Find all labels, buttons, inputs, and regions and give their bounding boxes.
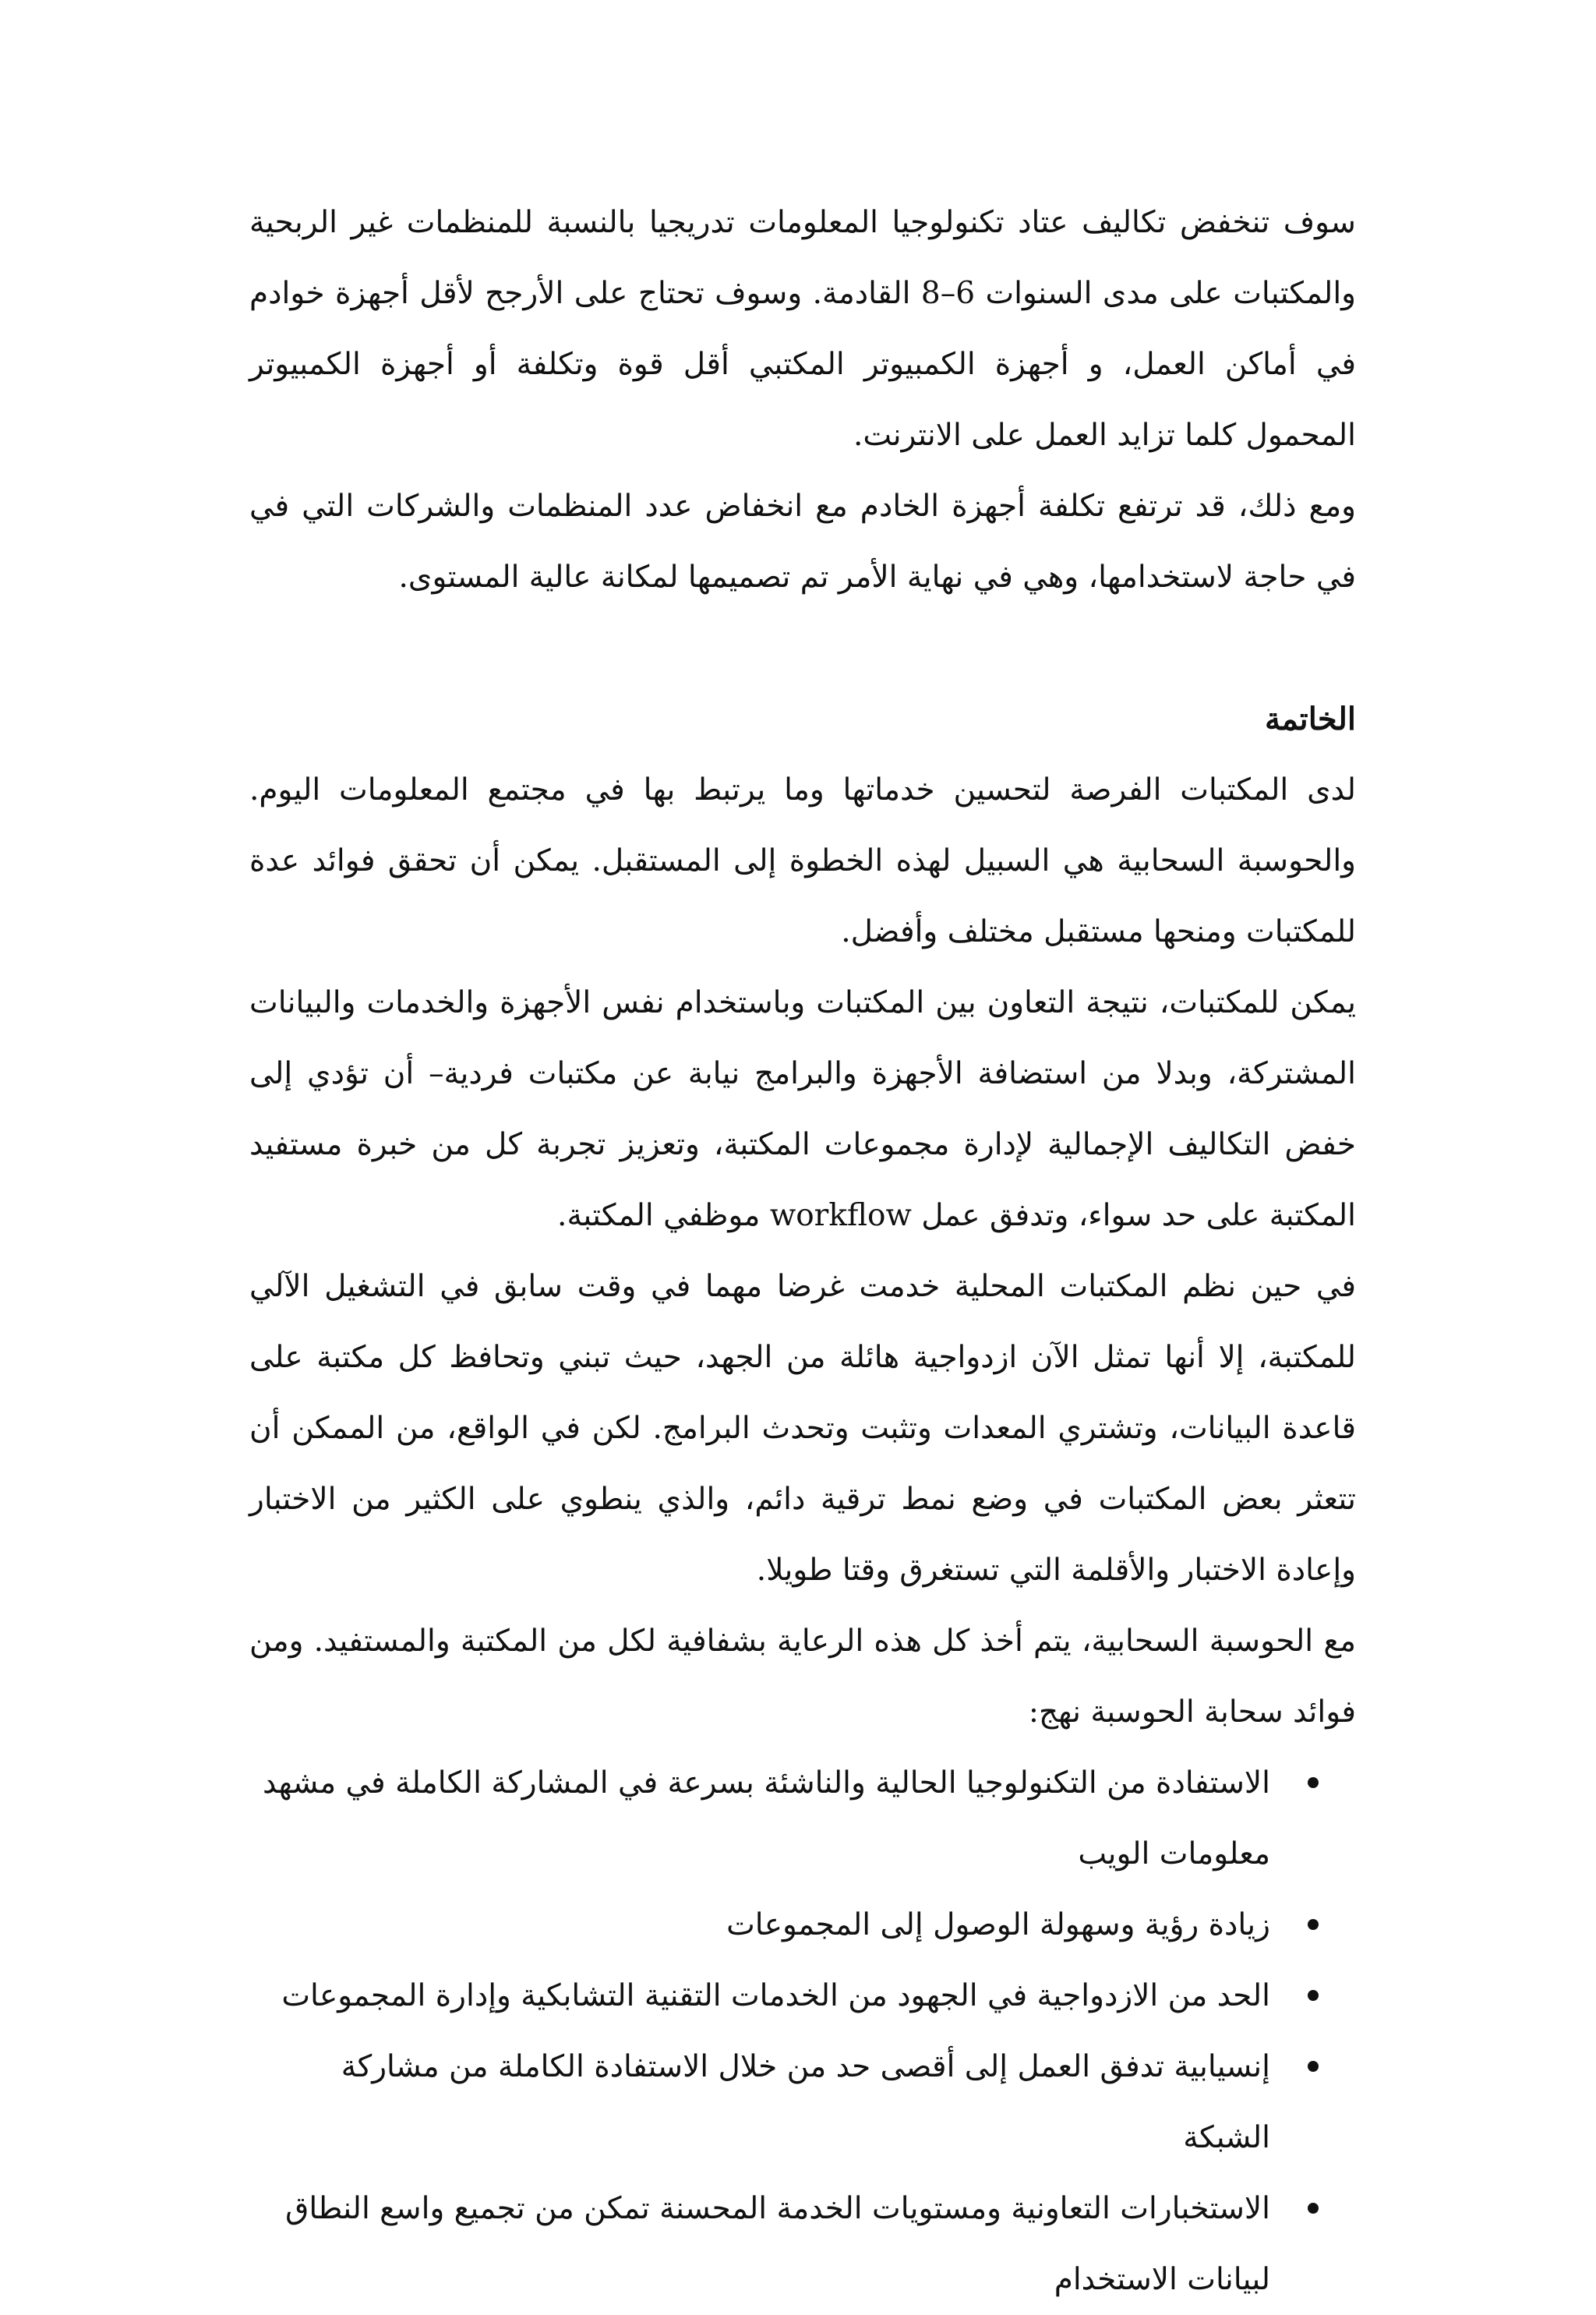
bullet-icon xyxy=(1308,1990,1319,2001)
conclusion-paragraph-1: لدى المكتبات الفرصة لتحسين خدماتها وما يرتبط بها في مجتمع المعلومات اليوم. والحوسبة السحابية هي السبيل لهذه الخطوة إلى المستقبل. يمكن أن تحقق فوائد عدة للمكتبات ومنحها مستقبل مختلف وأفضل. xyxy=(249,772,1356,949)
conclusion-paragraph-2: يمكن للمكتبات، نتيجة التعاون بين المكتبات وباستخدام نفس الأجهزة والخدمات والبيانات المشتركة، وبدلا من استضافة الأجهزة والبرامج نيابة عن مكتبات فردية– أن تؤدي إلى خفض التكاليف الإجمالية لإدارة مجموعات المكتبة، وتعزيز تجربة كل من خبرة مستفيد المكتبة على حد سواء، وتدفق عمل workflow موظفي المكتبة. xyxy=(249,985,1356,1233)
list-item-text: الاستفادة من التكنولوجيا الحالية والناشئة بسرعة في المشاركة الكاملة في مشهد معلومات الويب xyxy=(263,1765,1270,1871)
conclusion-paragraph-3: في حين نظم المكتبات المحلية خدمت غرضا مهما في وقت سابق في التشغيل الآلي للمكتبة، إلا أنها تمثل الآن ازدواجية هائلة من الجهد، حيث تبني وتحافظ كل مكتبة على قاعدة البيانات، وتشتري المعدات وتثبت وتحدث البرامج. لكن في الواقع، من الممكن أن تتعثر بعض المكتبات في وضع نمط ترقية دائم، والذي ينطوي على الكثير من الاختبار وإعادة الاختبار والأقلمة التي تستغرق وقتا طويلا. xyxy=(249,1269,1356,1588)
list-item xyxy=(249,1748,1270,1889)
list-item xyxy=(249,1889,1270,1960)
bullet-icon xyxy=(1308,2203,1319,2214)
list-item-text: الاستخبارات التعاونية ومستويات الخدمة المحسنة تمكن من تجميع واسع النطاق لبيانات الاستخدام xyxy=(285,2191,1270,2297)
list-item-text: زيادة رؤية وسهولة الوصول إلى المجموعات xyxy=(726,1907,1270,1942)
list-item xyxy=(249,2173,1270,2315)
conclusion-heading: الخاتمة xyxy=(1264,701,1356,737)
benefits-list xyxy=(249,1748,1356,2315)
list-item-text: الحد من الازدواجية في الجهود من الخدمات التقنية التشابكية وإدارة المجموعات xyxy=(281,1978,1270,2013)
bullet-icon xyxy=(1308,1777,1319,1788)
intro-paragraph-1: سوف تنخفض تكاليف عتاد تكنولوجيا المعلومات تدريجيا بالنسبة للمنظمات غير الربحية والمكتبات على مدى السنوات 6–8 القادمة. وسوف تحتاج على الأرجح لأقل أجهزة خوادم في أماكن العمل، و أجهزة الكمبيوتر المكتبي أقل قوة وتكلفة أو أجهزة الكمبيوتر المحمول كلما تزايد العمل على الانترنت. xyxy=(249,205,1356,453)
list-item-text: إنسيابية تدفق العمل إلى أقصى حد من خلال الاستفادة الكاملة من مشاركة الشبكة xyxy=(341,2049,1270,2155)
bullet-icon xyxy=(1308,1919,1319,1930)
document-body xyxy=(249,187,1356,2315)
section-spacer xyxy=(249,613,1356,684)
list-item xyxy=(249,2031,1270,2173)
conclusion-paragraph-4: مع الحوسبة السحابية، يتم أخذ كل هذه الرعاية بشفافية لكل من المكتبة والمستفيد. ومن فوائد سحابة الحوسبة نهج: xyxy=(249,1624,1356,1730)
list-item xyxy=(249,1960,1270,2031)
intro-paragraph-2: ومع ذلك، قد ترتفع تكلفة أجهزة الخادم مع انخفاض عدد المنظمات والشركات التي في في حاجة لاستخدامها، وهي في نهاية الأمر تم تصميمها لمكانة عالية المستوى. xyxy=(249,489,1356,595)
bullet-icon xyxy=(1308,2061,1319,2072)
